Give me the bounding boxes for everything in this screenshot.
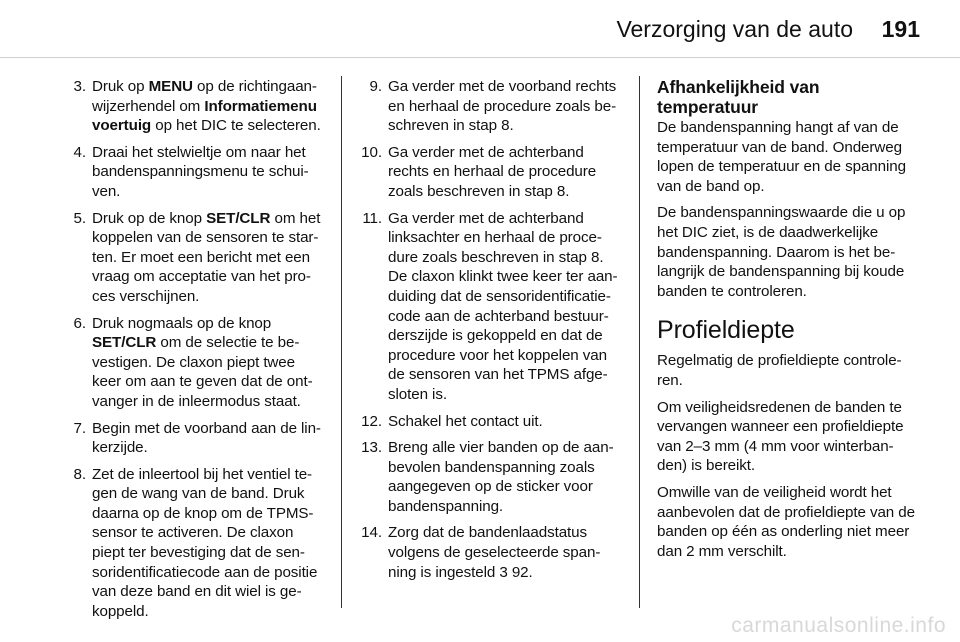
- section-heading-temperature: Afhankelijkheid van temperatuur: [657, 77, 820, 117]
- control-label: Informatiemenu voertuig: [92, 97, 317, 135]
- page-header: [0, 0, 960, 56]
- list-item: [355, 523, 622, 582]
- step-number: 11.: [362, 209, 382, 227]
- column-3: [657, 77, 923, 568]
- control-label: SET/CLR: [206, 209, 271, 227]
- step-number: 13.: [361, 439, 382, 457]
- watermark: carmanualsonline.info: [731, 614, 946, 637]
- text-run: Ga verder met de achterband linksachter en herhaal de proce-dure zoals beschreven in stap 8. De claxon klinkt twee keer ter aan-duiding dat de sensoridentificatie-code aan de achterband bestuur-derszijde is gekoppeld en dat de procedure voor het koppelen van de sensoren van het TPMS afge-sloten is.: [388, 209, 618, 403]
- step-text: [388, 143, 622, 202]
- text-run: op het DIC te selecteren.: [151, 117, 321, 135]
- step-number: 6.: [73, 314, 86, 332]
- text-run: Druk op de knop: [92, 209, 207, 227]
- step-number: 7.: [73, 419, 86, 437]
- control-label: MENU: [148, 78, 193, 95]
- text-run: Zorg dat de bandenlaadstatus volgens de geselecteerde span-ning is ingesteld: [388, 524, 601, 581]
- paragraph: De bandenspanningswaarde die u op het DIC ziet, is de daadwerkelijke bandenspanning. Daarom is het be-langrijk de bandenspanning bij koude banden te controleren.: [657, 204, 906, 300]
- column-divider-2: [639, 76, 640, 608]
- step-number: 8.: [73, 465, 86, 483]
- list-item: [60, 209, 324, 307]
- paragraph: Om veiligheidsredenen de banden te vervangen wanneer een profieldiepte van 2–3 mm (4 mm voor winterban-den) is bereikt.: [657, 398, 904, 475]
- text-run: Ga verder met de voorband rechts en herhaal de procedure zoals be-schreven in stap 8.: [388, 78, 617, 135]
- paragraph: Omwille van de veiligheid wordt het aanbevolen dat de profieldiepte van de banden op één as onderling niet meer dan 2 mm verschilt.: [657, 483, 915, 560]
- list-item: [60, 143, 324, 202]
- steps-list-1: [60, 77, 324, 621]
- text-run: om het koppelen van de sensoren te star-ten. Er moet een bericht met een vraag om acceptatie van het pro-ces verschijnen.: [92, 209, 321, 305]
- text-run: Begin met de voorband aan de lin-kerzijde.: [92, 419, 321, 457]
- step-number: 4.: [73, 143, 86, 161]
- text-run: Ga verder met de achterband rechts en herhaal de procedure zoals beschreven in stap 8.: [388, 143, 597, 200]
- page-number: 191: [881, 16, 920, 42]
- list-item: [355, 438, 622, 516]
- text-run: op de richtingaan-wijzerhendel om: [92, 78, 317, 115]
- step-text: [92, 314, 324, 412]
- text-run: Draai het stelwieltje om naar het bandenspanningsmenu te schui-ven.: [92, 143, 309, 200]
- list-item: [355, 77, 622, 136]
- column-1: [60, 77, 324, 628]
- step-text: [92, 77, 324, 136]
- step-text: [388, 438, 622, 516]
- text-run: Schakel het contact uit.: [388, 412, 543, 430]
- control-label: SET/CLR: [92, 334, 157, 352]
- list-item: [355, 143, 622, 202]
- chapter-title: Verzorging van de auto: [616, 16, 853, 42]
- text-run: 92.: [507, 563, 533, 581]
- step-number: 10.: [361, 143, 382, 161]
- column-2: [355, 77, 622, 589]
- list-item: [60, 465, 324, 622]
- step-number: 3.: [73, 78, 86, 95]
- list-item: [60, 419, 324, 458]
- step-text: [92, 143, 324, 202]
- step-number: 12.: [361, 412, 382, 430]
- step-text: [388, 77, 622, 136]
- step-number: 5.: [73, 209, 86, 227]
- text-run: Druk nogmaals op de knop: [92, 314, 272, 332]
- column-divider-1: [341, 76, 342, 608]
- step-number: 14.: [361, 524, 382, 542]
- step-text: [92, 419, 324, 458]
- paragraph: Regelmatig de profieldiepte controle-ren.: [657, 352, 902, 389]
- step-text: [388, 523, 622, 582]
- page-reference-arrow-icon: 3: [499, 563, 508, 581]
- list-item: [60, 77, 324, 136]
- list-item: [60, 314, 324, 412]
- text-run: Breng alle vier banden op de aan-bevolen bandenspanning zoals aangegeven op de sticker voor bandenspanning.: [388, 439, 614, 515]
- section-heading-tread-depth: Profieldiepte: [657, 316, 795, 345]
- steps-list-2: [355, 77, 622, 582]
- header-rule: [0, 57, 960, 58]
- step-number: 9.: [369, 78, 382, 95]
- paragraph: De bandenspanning hangt af van de temperatuur van de band. Onderweg lopen de temperatuur en de spanning van de band op.: [657, 119, 906, 195]
- text-run: Druk op: [92, 78, 149, 95]
- text-run: Zet de inleertool bij het ventiel te-gen de wang van de band. Druk daarna op de knop om de TPMS-sensor te activeren. De claxon piept ter bevestiging dat de sen-soridentificatiecode aan de positie van deze band en dit wiel is ge-koppeld.: [92, 465, 318, 620]
- step-text: [388, 412, 622, 432]
- step-text: [92, 209, 324, 307]
- list-item: [355, 412, 622, 432]
- list-item: [355, 209, 622, 405]
- text-run: om de selectie te be-vestigen. De claxon piept twee keer om aan te geven dat de ont-vanger in de inleermodus staat.: [92, 334, 313, 410]
- step-text: [388, 209, 622, 405]
- step-text: [92, 465, 324, 622]
